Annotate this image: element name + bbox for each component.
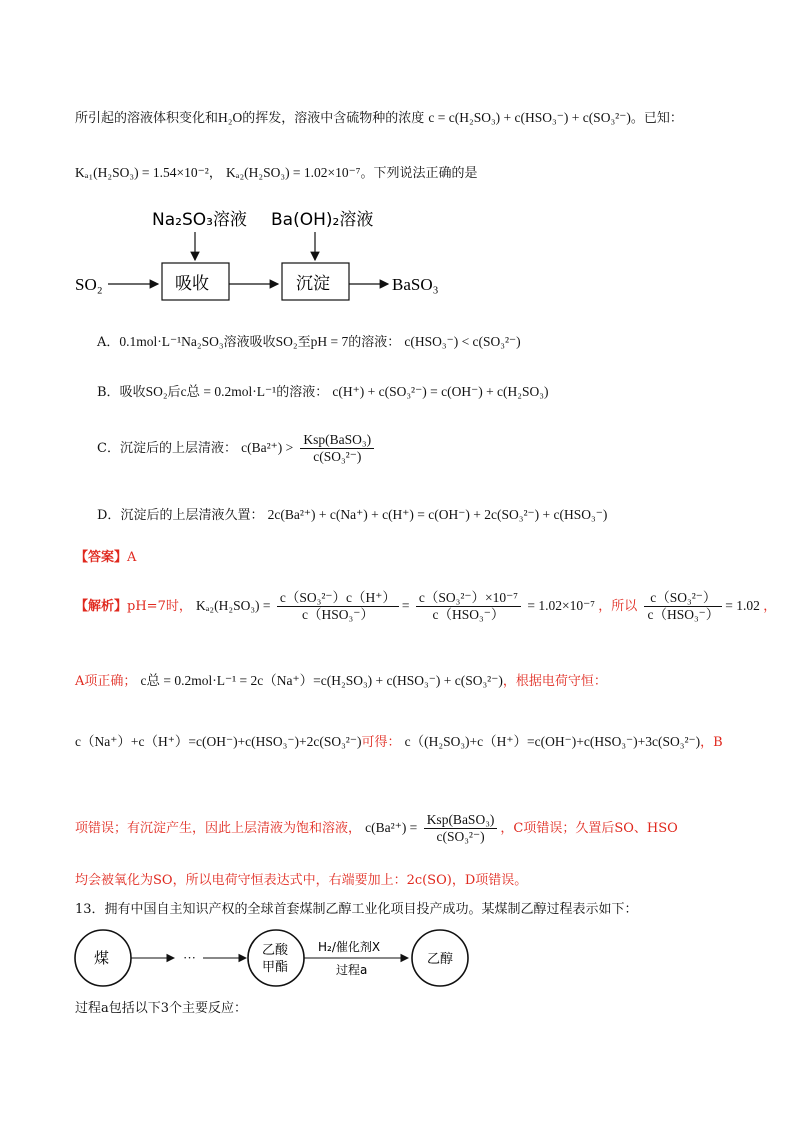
process-flow-diagram <box>0 0 800 310</box>
option-d-formula: 2c(Ba²⁺) + c(Na⁺) + c(H⁺) = c(OH⁻) + 2c(SO₃²⁻) + c(HSO₃⁻) <box>267 507 608 522</box>
analysis-line-3: c（Na⁺）+c（H⁺）=c(OH⁻)+c(HSO₃⁻)+2c(SO₃²⁻)可得： c（(H₂SO₃)+c（H⁺）=c(OH⁻)+c(HSO₃⁻)+3c(SO₃²⁻)，B <box>75 734 723 750</box>
intro-line-2: Kₐ₁(H₂SO₃) = 1.54×10⁻²， Kₐ₂(H₂SO₃) = 1.02×10⁻⁷。下列说法正确的是 <box>75 165 478 181</box>
option-c: C．沉淀后的上层清液： c(Ba²⁺) > $\frac{\text{Ksp(BaSO₃)}}{\text{c(SO₃²⁻)}}$ <box>97 432 377 465</box>
intro-line-1: 所引起的溶液体积变化和H₂O的挥发，溶液中含硫物种的浓度 c = c(H₂SO₃) + c(HSO₃⁻) + c(SO₃²⁻)。已知： <box>75 110 683 126</box>
output-baso3: BaSO₃ <box>392 275 439 294</box>
coal-ethanol-flow-diagram <box>0 918 800 1008</box>
analysis-line-5: 均会被氧化为SO，所以电荷守恒表达式中，右端要加上：2c(SO)，D项错误。 <box>75 873 528 888</box>
option-b: B．吸收SO₂后c总 = 0.2mol·L⁻¹的溶液： c(H⁺) + c(SO₃²⁻) = c(OH⁻) + c(H₂SO₃) <box>97 384 549 400</box>
analysis-line-2: A项正确； c总 = 0.2mol·L⁻¹ = 2c（Na⁺）=c(H₂SO₃) + c(HSO₃⁻) + c(SO₃²⁻)，根据电荷守恒： <box>75 673 607 689</box>
option-c-fraction: $\frac{\text{Ksp(BaSO₃)}}{\text{c(SO₃²⁻)}}$ <box>300 432 374 465</box>
ethanol-label: 乙醇 <box>427 952 454 967</box>
option-a-formula: c(HSO₃⁻) < c(SO₃²⁻) <box>404 334 521 349</box>
process-a-text: 过程a包括以下3个主要反应： <box>75 1001 248 1016</box>
coal-label: 煤 <box>94 949 110 967</box>
ka1-formula: Kₐ₁(H₂SO₃) = 1.54×10⁻² <box>75 165 209 180</box>
methyl-acetate-label-1: 乙酸 <box>262 943 289 958</box>
option-b-formula: c(H⁺) + c(SO₃²⁻) = c(OH⁻) + c(H₂SO₃) <box>332 384 549 399</box>
methyl-acetate-node <box>248 930 304 986</box>
reagent-na2so3: Na₂SO₃溶液 <box>152 210 247 230</box>
question-13-text: 13．拥有中国自主知识产权的全球首套煤制乙醇工业化项目投产成功。某煤制乙醇过程表示如下： <box>75 902 638 917</box>
arrow-condition-top: H₂/催化剂X <box>318 940 381 954</box>
absorb-label: 吸收 <box>175 274 209 294</box>
analysis-line-4: 项错误；有沉淀产生，因此上层清液为饱和溶液， c(Ba²⁺) = $\frac{\text{Ksp(BaSO₃)}}{\text{c(SO₃²⁻)}}$ ，C项错误；久置后SO、HSO <box>75 812 678 845</box>
input-so2: SO₂ <box>75 275 103 294</box>
concentration-formula: c = c(H₂SO₃) + c(HSO₃⁻) + c(SO₃²⁻) <box>428 110 631 125</box>
h2o-formula: H₂O <box>218 110 243 125</box>
ka2-formula: Kₐ₂(H₂SO₃) = 1.02×10⁻⁷ <box>226 165 361 180</box>
analysis-line-1: 【解析】pH=7时， Kₐ₂(H₂SO₃) = $\frac{\text{c（SO₃²⁻）c（H⁺）}}{\text{c（HSO₃⁻）}}$ = $\frac{\text{c（SO₃²⁻）×10⁻⁷}}{\text{c（HSO₃⁻）}}$ = 1.02×10⁻⁷ ，所以 $\frac{\text{c（SO₃²⁻）}}{\text{c（HSO₃⁻）}}$ = 1.02 ， <box>75 590 777 623</box>
answer-line: 【答案】A <box>75 550 137 565</box>
precipitate-label: 沉淀 <box>296 274 330 294</box>
methyl-acetate-label-2: 甲酯 <box>262 960 289 975</box>
reagent-baoh2: Ba(OH)₂溶液 <box>271 210 374 230</box>
option-a: A．0.1mol·L⁻¹Na₂SO₃溶液吸收SO₂至pH = 7的溶液： c(HSO₃⁻) < c(SO₃²⁻) <box>97 334 521 350</box>
option-d: D．沉淀后的上层清液久置： 2c(Ba²⁺) + c(Na⁺) + c(H⁺) = c(OH⁻) + 2c(SO₃²⁻) + c(HSO₃⁻) <box>97 507 608 523</box>
arrow-condition-bottom: 过程a <box>336 963 368 977</box>
ellipsis: ··· <box>183 950 196 965</box>
